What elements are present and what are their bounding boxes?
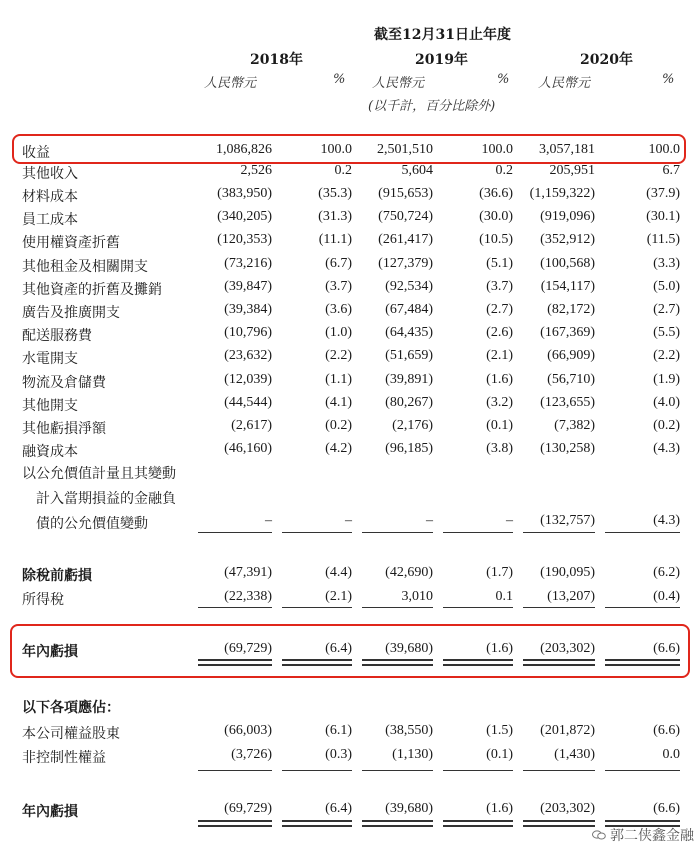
cell-value: (4.0): [653, 395, 680, 410]
final-double-rule: [198, 820, 272, 822]
cell-value: (11.1): [318, 232, 352, 247]
cell-value: (2.7): [653, 302, 680, 317]
revenue-highlight-box: [12, 134, 686, 164]
cell-value: (132,757): [540, 513, 595, 528]
cell-value: 6.7: [662, 163, 680, 178]
row-label: 以下各項應佔：: [22, 700, 120, 716]
cell-value: (11.5): [646, 232, 680, 247]
cell-value: (340,205): [217, 209, 272, 224]
cell-value: (383,950): [217, 186, 272, 201]
row-label: 債的公允價值變動: [22, 516, 148, 532]
cell-value: (127,379): [378, 256, 433, 271]
attrib-rule: [198, 770, 272, 771]
cell-value: (6.4): [325, 641, 352, 656]
row-label: 其他收入: [22, 166, 78, 182]
row-label: 其他虧損淨額: [22, 421, 106, 437]
cell-value: (39,847): [224, 279, 272, 294]
cell-value: (130,258): [540, 441, 595, 456]
row-label: 廣告及推廣開支: [22, 305, 120, 321]
cell-value: (66,003): [224, 723, 272, 738]
cell-value: (30.0): [479, 209, 513, 224]
cell-value: (1.1): [325, 372, 352, 387]
final-double-rule: [362, 820, 433, 822]
cell-value: (6.6): [653, 801, 680, 816]
cell-value: (915,653): [378, 186, 433, 201]
cell-value: (67,484): [385, 302, 433, 317]
row-label: 材料成本: [22, 189, 78, 205]
final-double-rule: [443, 820, 513, 822]
cell-value: 2,501,510: [377, 142, 433, 157]
row-label: 物流及倉儲費: [22, 375, 106, 391]
cell-value: (3.7): [486, 279, 513, 294]
row-label: 融資成本: [22, 444, 78, 460]
cell-value: (6.2): [653, 565, 680, 580]
row-label: 所得稅: [22, 592, 64, 608]
cell-value: (6.4): [325, 801, 352, 816]
cell-value: (64,435): [385, 325, 433, 340]
cell-value: (0.3): [325, 747, 352, 762]
attrib-rule: [605, 770, 680, 771]
year-2018: 2018年: [250, 52, 303, 68]
subtotal-rule: [443, 532, 513, 533]
watermark-text: 郭二侠鑫金融: [610, 828, 694, 844]
row-label: 其他開支: [22, 398, 78, 414]
cell-value: (66,909): [547, 348, 595, 363]
subtotal-rule: [198, 532, 272, 533]
cell-value: (203,302): [540, 641, 595, 656]
cell-value: (51,659): [385, 348, 433, 363]
cell-value: (1.6): [486, 372, 513, 387]
cell-value: (6.6): [653, 641, 680, 656]
final-double-rule: [523, 825, 595, 827]
cell-value: (0.2): [653, 418, 680, 433]
cell-value: (69,729): [224, 801, 272, 816]
cell-value: (69,729): [224, 641, 272, 656]
cell-value: (1.7): [486, 565, 513, 580]
row-label: 其他資產的折舊及攤銷: [22, 282, 162, 298]
cell-value: (2,176): [392, 418, 433, 433]
cell-value: (47,391): [224, 565, 272, 580]
cell-value: (0.2): [325, 418, 352, 433]
cell-value: (2,617): [231, 418, 272, 433]
loss-highlight-box: [10, 624, 690, 678]
cell-value: (100,568): [540, 256, 595, 271]
attrib-rule: [282, 770, 352, 771]
cell-value: (12,039): [224, 372, 272, 387]
cell-value: (3.6): [325, 302, 352, 317]
tax-rule: [282, 607, 352, 608]
cell-value: (352,912): [540, 232, 595, 247]
tax-rule: [198, 607, 272, 608]
cell-value: (1.6): [486, 801, 513, 816]
cell-value: (2.1): [486, 348, 513, 363]
row-label: 以公允價值計量且其變動: [22, 466, 176, 482]
cell-value: 3,057,181: [539, 142, 595, 157]
attrib-rule: [362, 770, 433, 771]
cell-value: 100.0: [481, 142, 513, 157]
cell-value: (2.6): [486, 325, 513, 340]
cell-value: (2.7): [486, 302, 513, 317]
cell-value: (82,172): [547, 302, 595, 317]
percent-2020: %: [662, 72, 675, 87]
cell-value: (39,891): [385, 372, 433, 387]
final-double-rule: [282, 825, 352, 827]
cell-value: (6.1): [325, 723, 352, 738]
cell-value: (37.9): [646, 186, 680, 201]
cell-value: (201,872): [540, 723, 595, 738]
cell-value: (3.8): [486, 441, 513, 456]
cell-value: 5,604: [401, 163, 433, 178]
row-label: 收益: [22, 145, 50, 161]
cell-value: 100.0: [320, 142, 352, 157]
row-label: 年內虧損: [22, 644, 78, 660]
unit-note: (以千計，百分比除外): [368, 99, 496, 114]
row-label: 使用權資產折舊: [22, 235, 120, 251]
watermark: [592, 825, 694, 845]
cell-value: (1.9): [653, 372, 680, 387]
final-double-rule: [523, 820, 595, 822]
cell-value: (0.1): [486, 418, 513, 433]
cell-value: 3,010: [401, 589, 433, 604]
cell-value: (4.3): [653, 441, 680, 456]
cell-value: 0.2: [334, 163, 352, 178]
cell-value: (167,369): [540, 325, 595, 340]
cell-value: (1.5): [486, 723, 513, 738]
tax-rule: [523, 607, 595, 608]
final-double-rule: [198, 825, 272, 827]
tax-rule: [605, 607, 680, 608]
cell-value: (80,267): [385, 395, 433, 410]
cell-value: (123,655): [540, 395, 595, 410]
cell-value: (39,680): [385, 801, 433, 816]
row-label: 配送服務費: [22, 328, 92, 344]
cell-value: (1,159,322): [529, 186, 595, 201]
currency-2018: 人民幣元: [204, 76, 257, 91]
cell-value: (3.2): [486, 395, 513, 410]
cell-value: (5.5): [653, 325, 680, 340]
subtotal-rule: [282, 532, 352, 533]
final-double-rule: [362, 825, 433, 827]
cell-value: (6.6): [653, 723, 680, 738]
row-label: 除稅前虧損: [22, 568, 92, 584]
attrib-rule: [443, 770, 513, 771]
cell-value: (154,117): [540, 279, 595, 294]
currency-2020: 人民幣元: [538, 76, 591, 91]
cell-value: (39,384): [224, 302, 272, 317]
cell-value: (2.1): [325, 589, 352, 604]
percent-2019: %: [497, 72, 510, 87]
cell-value: (5.1): [486, 256, 513, 271]
cell-value: (30.1): [646, 209, 680, 224]
cell-value: (92,534): [385, 279, 433, 294]
tax-rule: [443, 607, 513, 608]
cell-value: (1,430): [554, 747, 595, 762]
cell-value: (44,544): [224, 395, 272, 410]
cell-value: 0.1: [495, 589, 513, 604]
cell-value: (919,096): [540, 209, 595, 224]
cell-value: 0.0: [662, 747, 680, 762]
cell-value: –: [426, 513, 433, 528]
cell-value: (1.0): [325, 325, 352, 340]
cell-value: (4.2): [325, 441, 352, 456]
cell-value: (1.6): [486, 641, 513, 656]
cell-value: (3.3): [653, 256, 680, 271]
final-double-rule: [443, 825, 513, 827]
cell-value: (7,382): [554, 418, 595, 433]
cell-value: 1,086,826: [216, 142, 272, 157]
wechat-icon: [592, 830, 606, 840]
cell-value: (3,726): [231, 747, 272, 762]
cell-value: (1,130): [392, 747, 433, 762]
attrib-rule: [523, 770, 595, 771]
final-double-rule: [282, 820, 352, 822]
cell-value: 0.2: [495, 163, 513, 178]
cell-value: (3.7): [325, 279, 352, 294]
cell-value: (4.1): [325, 395, 352, 410]
cell-value: (46,160): [224, 441, 272, 456]
tax-rule: [362, 607, 433, 608]
cell-value: (120,353): [217, 232, 272, 247]
cell-value: (73,216): [224, 256, 272, 271]
cell-value: (190,095): [540, 565, 595, 580]
cell-value: (4.3): [653, 513, 680, 528]
cell-value: (0.4): [653, 589, 680, 604]
cell-value: –: [345, 513, 352, 528]
final-double-rule: [605, 820, 680, 822]
row-label: 年內虧損: [22, 804, 78, 820]
row-label: 本公司權益股東: [22, 726, 120, 742]
cell-value: (56,710): [547, 372, 595, 387]
cell-value: 100.0: [648, 142, 680, 157]
subtotal-rule: [605, 532, 680, 533]
cell-value: (39,680): [385, 641, 433, 656]
cell-value: (750,724): [378, 209, 433, 224]
cell-value: (2.2): [653, 348, 680, 363]
period-header: 截至12月31日止年度: [374, 27, 511, 43]
cell-value: (4.4): [325, 565, 352, 580]
cell-value: 205,951: [549, 163, 595, 178]
cell-value: (35.3): [318, 186, 352, 201]
cell-value: (22,338): [224, 589, 272, 604]
cell-value: (2.2): [325, 348, 352, 363]
cell-value: (13,207): [547, 589, 595, 604]
cell-value: (36.6): [479, 186, 513, 201]
row-label: 非控制性權益: [22, 750, 106, 766]
subtotal-rule: [362, 532, 433, 533]
cell-value: (31.3): [318, 209, 352, 224]
cell-value: (23,632): [224, 348, 272, 363]
cell-value: (96,185): [385, 441, 433, 456]
cell-value: (5.0): [653, 279, 680, 294]
cell-value: (10.5): [479, 232, 513, 247]
percent-2018: %: [333, 72, 346, 87]
subtotal-rule: [523, 532, 595, 533]
year-2019: 2019年: [415, 52, 468, 68]
row-label: 員工成本: [22, 212, 78, 228]
row-label: 計入當期損益的金融負: [22, 491, 176, 507]
year-2020: 2020年: [580, 52, 633, 68]
cell-value: (38,550): [385, 723, 433, 738]
row-label: 水電開支: [22, 351, 78, 367]
row-label: 其他租金及相關開支: [22, 259, 148, 275]
cell-value: (42,690): [385, 565, 433, 580]
cell-value: (10,796): [224, 325, 272, 340]
cell-value: (6.7): [325, 256, 352, 271]
cell-value: 2,526: [240, 163, 272, 178]
currency-2019: 人民幣元: [372, 76, 425, 91]
cell-value: (0.1): [486, 747, 513, 762]
cell-value: (261,417): [378, 232, 433, 247]
cell-value: –: [506, 513, 513, 528]
cell-value: –: [265, 513, 272, 528]
cell-value: (203,302): [540, 801, 595, 816]
